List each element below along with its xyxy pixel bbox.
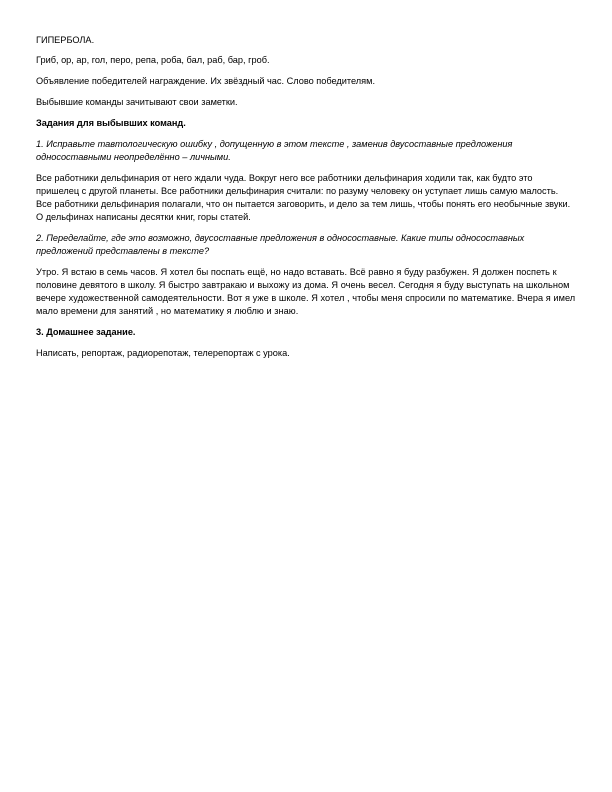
document-title: ГИПЕРБОЛА. xyxy=(36,35,95,45)
announcement-text: Объявление победителей награждение. Их звёздный час. Слово победителям. xyxy=(36,76,376,86)
eliminated-notes-text: Выбывшие команды зачитывают свои заметки. xyxy=(36,97,238,107)
tasks-heading: Задания для выбывших команд. xyxy=(36,118,186,128)
task-2-instruction: 2. Переделайте, где это возможно, двусоставные предложения в односоставные. Какие типы односоставных предложений представлены в тексте? xyxy=(36,233,525,256)
task-2-text: Утро. Я встаю в семь часов. Я хотел бы поспать ещё, но надо вставать. Всё равно я буду разбужен. Я должен поспеть к половине девятого в школу. Я быстро завтракаю и выхожу из дома. Я очень весел. Сегодня я буду выступать на школьном вечере художественной самодеятельности. Вот я уже в школе. Я хотел , чтобы меня спросили по математике. Вчера я имел мало времени для занятий , но математику я люблю и знаю. xyxy=(36,267,576,316)
task-1-text: Все работники дельфинария от него ждали чуда. Вокруг него все работники дельфинария ходили так, как будто это пришелец с другой планеты. Все работники дельфинария считали: по разуму человеку он уступает лишь самую малость. Все работники дельфинария полагали, что он пытается заговорить, и дело за тем лишь, чтобы понять его необычные звуки. О дельфинах написаны десятки книг, горы статей. xyxy=(36,173,571,222)
homework-text: Написать, репортаж, радиорепотаж, телерепортаж с урока. xyxy=(36,348,290,358)
words-list: Гриб, ор, ар, гол, перо, репа, роба, бал, раб, бар, гроб. xyxy=(36,55,270,65)
document-page xyxy=(36,34,576,368)
homework-heading: 3. Домашнее задание. xyxy=(36,327,136,337)
task-1-instruction: 1. Исправьте тавтологическую ошибку , допущенную в этом тексте , заменив двусоставные предложения односоставными неопределённо – личными. xyxy=(36,139,513,162)
